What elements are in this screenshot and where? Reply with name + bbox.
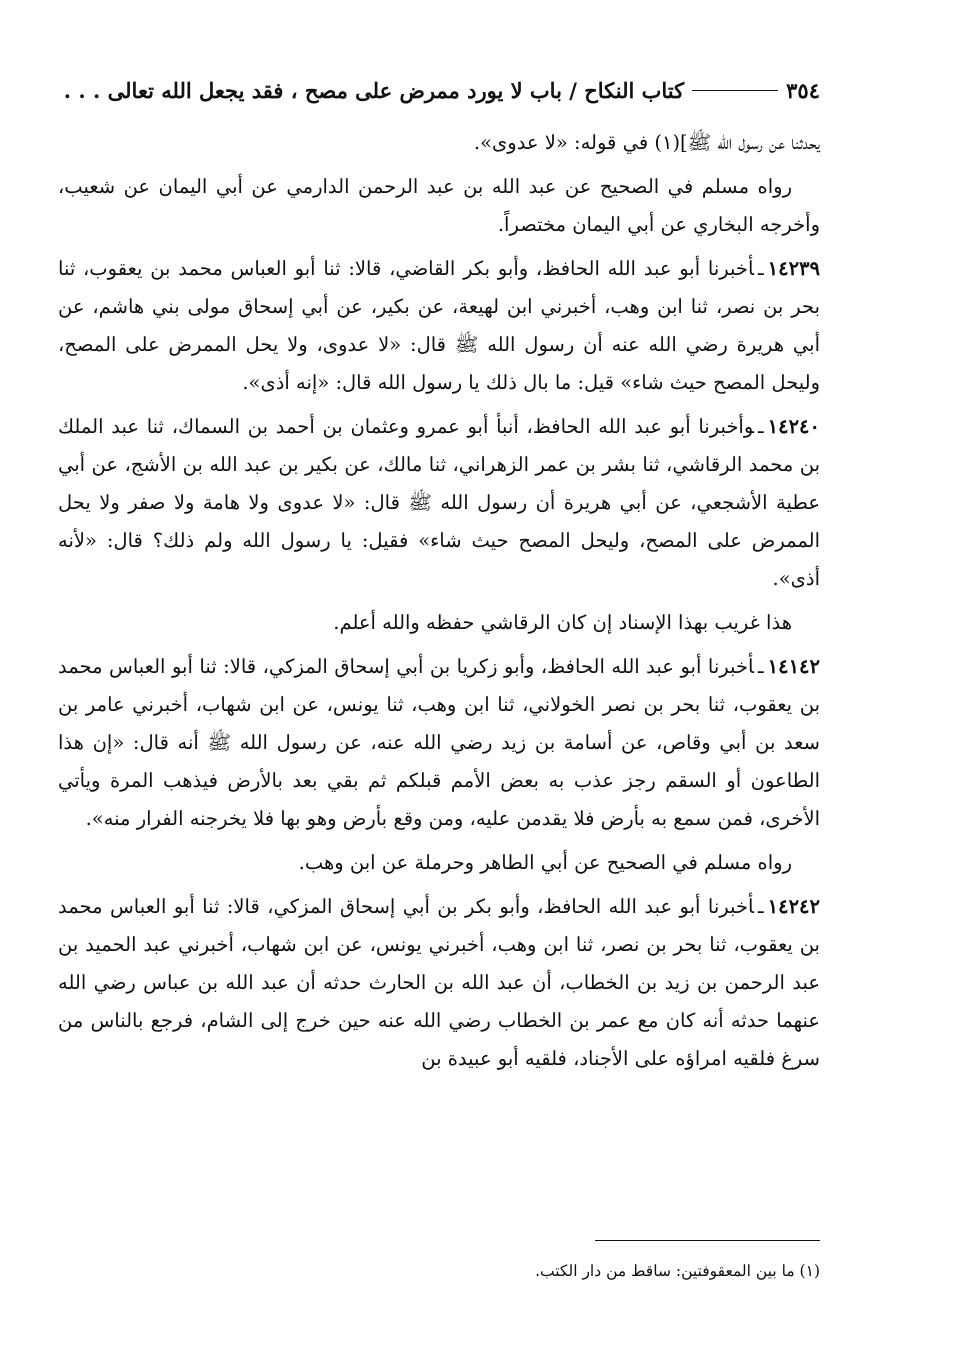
hadith-number: ١٤٢٤٠ bbox=[767, 415, 820, 438]
paragraph bbox=[58, 844, 820, 882]
paragraph bbox=[58, 168, 820, 244]
paragraph-text: هذا غريب بهذا الإسناد إن كان الرقاشي حفظه والله أعلم. bbox=[333, 611, 792, 634]
paragraph-text: أخبرنا أبو عبد الله الحافظ، وأبو بكر بن أبي إسحاق المزكي، قالا: ثنا أبو العباس محمد بن يعقوب، ثنا بحر بن نصر، ثنا ابن وهب، أخبرني يونس، عن ابن شهاب، أخبرني عبد الحميد بن عبد الرحمن بن زيد بن الخطاب، أن عبد الله بن الحارث حدثه أن عبد الله بن عباس رضي الله عنهما حدثه أنه كان مع عمر بن الخطاب رضي الله عنه حين خرج إلى الشام، فرجع بالناس من سرغ فلقيه امراؤه على الأجناد، فلقيه أبو عبيدة بن bbox=[58, 895, 820, 1070]
footnote: (١) ما بين المعقوفتين: ساقط من دار الكتب. bbox=[535, 1262, 820, 1280]
paragraph bbox=[58, 124, 820, 162]
running-header bbox=[58, 70, 820, 110]
hadith-paragraph: ١٤١٤٢ـأخبرنا أبو عبد الله الحافظ، وأبو زكريا بن أبي إسحاق المزكي، قالا: ثنا أبو العباس محمد بن يعقوب، ثنا بحر بن نصر الخولاني، ثنا ابن وهب، ثنا يونس، عن ابن شهاب، أخبرني عامر بن سعد بن أبي وقاص، عن أسامة بن زيد رضي الله عنه، عن رسول الله ﷺ أنه قال: «إن هذا الطاعون أو السقم رجز عذب به بعض الأمم قبلكم ثم بقي بعد بالأرض فيذهب المرة ويأتي الأخرى، فمن سمع به بأرض فلا يقدمن عليه، ومن وقع بأرض وهو بها فلا يخرجنه الفرار منه». bbox=[58, 655, 820, 830]
paragraph-text: أخبرنا أبو عبد الله الحافظ، وأبو زكريا بن أبي إسحاق المزكي، قالا: ثنا أبو العباس محمد بن يعقوب، ثنا بحر بن نصر الخولاني، ثنا ابن وهب، ثنا يونس، عن ابن شهاب، أخبرني عامر بن سعد بن أبي وقاص، عن أسامة بن زيد رضي الله عنه، عن رسول الله ﷺ أنه قال: «إن هذا الطاعون أو السقم رجز عذب به بعض الأمم قبلكم ثم بقي بعد بالأرض فيذهب المرة ويأتي الأخرى، فمن سمع به بأرض فلا يقدمن عليه، ومن وقع بأرض وهو بها فلا يخرجنه الفرار منه». bbox=[58, 655, 820, 830]
hadith-paragraph: ١٤٢٣٩ـأخبرنا أبو عبد الله الحافظ، وأبو بكر القاضي، قالا: ثنا أبو العباس محمد بن يعقوب، ثنا بحر بن نصر، ثنا ابن وهب، أخبرني ابن لهيعة، عن بكير، عن أبي إسحاق مولى بني هاشم، عن أبي هريرة رضي الله عنه أن رسول الله ﷺ قال: «لا عدوى، ولا يحل الممرض على المصح، وليحل المصح حيث شاء» قيل: ما بال ذلك يا رسول الله قال: «إنه أذى». bbox=[58, 257, 820, 394]
paragraph-text: وأخبرنا أبو عبد الله الحافظ، أنبأ أبو عمرو وعثمان بن أحمد بن السماك، ثنا عبد الملك بن محمد الرقاشي، ثنا بشر بن عمر الزهراني، ثنا مالك، عن بكير بن عبد الله بن الأشج، عن أبي عطية الأشجعي، عن أبي هريرة أن رسول الله ﷺ قال: «لا عدوى ولا هامة ولا صفر ولا يحل الممرض على المصح، وليحل المصح حيث شاء» فقيل: يا رسول الله ولم ذلك؟ قال: «لأنه أذى». bbox=[58, 415, 820, 590]
hadith-paragraph: ١٤٢٤٢ـأخبرنا أبو عبد الله الحافظ، وأبو بكر بن أبي إسحاق المزكي، قالا: ثنا أبو العباس محمد بن يعقوب، ثنا بحر بن نصر، ثنا ابن وهب، أخبرني يونس، عن ابن شهاب، أخبرني عبد الحميد بن عبد الرحمن بن زيد بن الخطاب، أن عبد الله بن الحارث حدثه أن عبد الله بن عباس رضي الله عنهما حدثه أنه كان مع عمر بن الخطاب رضي الله عنه حين خرج إلى الشام، فرجع بالناس من سرغ فلقيه امراؤه على الأجناد، فلقيه أبو عبيدة بن bbox=[58, 895, 820, 1070]
paragraph-text: أخبرنا أبو عبد الله الحافظ، وأبو بكر القاضي، قالا: ثنا أبو العباس محمد بن يعقوب، ثنا بحر بن نصر، ثنا ابن وهب، أخبرني ابن لهيعة، عن بكير، عن أبي إسحاق مولى بني هاشم، عن أبي هريرة رضي الله عنه أن رسول الله ﷺ قال: «لا عدوى، ولا يحل الممرض على المصح، وليحل المصح حيث شاء» قيل: ما بال ذلك يا رسول الله قال: «إنه أذى». bbox=[58, 257, 820, 394]
footnote-rule bbox=[595, 1240, 820, 1241]
running-title: كتاب النكاح / باب لا يورد ممرض على مصح ، فقد يجعل الله تعالى . . . bbox=[63, 77, 685, 103]
paragraph-text: يحدثنا عن رسول الله ﷺ](١) في قوله: «لا عدوى». bbox=[473, 131, 820, 154]
page-body bbox=[58, 124, 820, 1078]
header-rule bbox=[692, 90, 778, 91]
hadith-number: ١٤٢٤٢ bbox=[767, 895, 820, 918]
page-number: ٣٥٤ bbox=[786, 77, 820, 103]
paragraph bbox=[58, 604, 820, 642]
hadith-number: ١٤٢٣٩ bbox=[767, 257, 820, 280]
paragraph-text: رواه مسلم في الصحيح عن أبي الطاهر وحرملة عن ابن وهب. bbox=[298, 851, 792, 874]
hadith-number: ١٤١٤٢ bbox=[767, 655, 820, 678]
hadith-paragraph: ١٤٢٤٠ـوأخبرنا أبو عبد الله الحافظ، أنبأ أبو عمرو وعثمان بن أحمد بن السماك، ثنا عبد الملك بن محمد الرقاشي، ثنا بشر بن عمر الزهراني، ثنا مالك، عن بكير بن عبد الله بن الأشج، عن أبي عطية الأشجعي، عن أبي هريرة أن رسول الله ﷺ قال: «لا عدوى ولا هامة ولا صفر ولا يحل الممرض على المصح، وليحل المصح حيث شاء» فقيل: يا رسول الله ولم ذلك؟ قال: «لأنه أذى». bbox=[58, 415, 820, 590]
paragraph-text: رواه مسلم في الصحيح عن عبد الله بن عبد الرحمن الدارمي عن أبي اليمان عن شعيب، وأخرجه البخاري عن أبي اليمان مختصراً. bbox=[58, 175, 820, 236]
